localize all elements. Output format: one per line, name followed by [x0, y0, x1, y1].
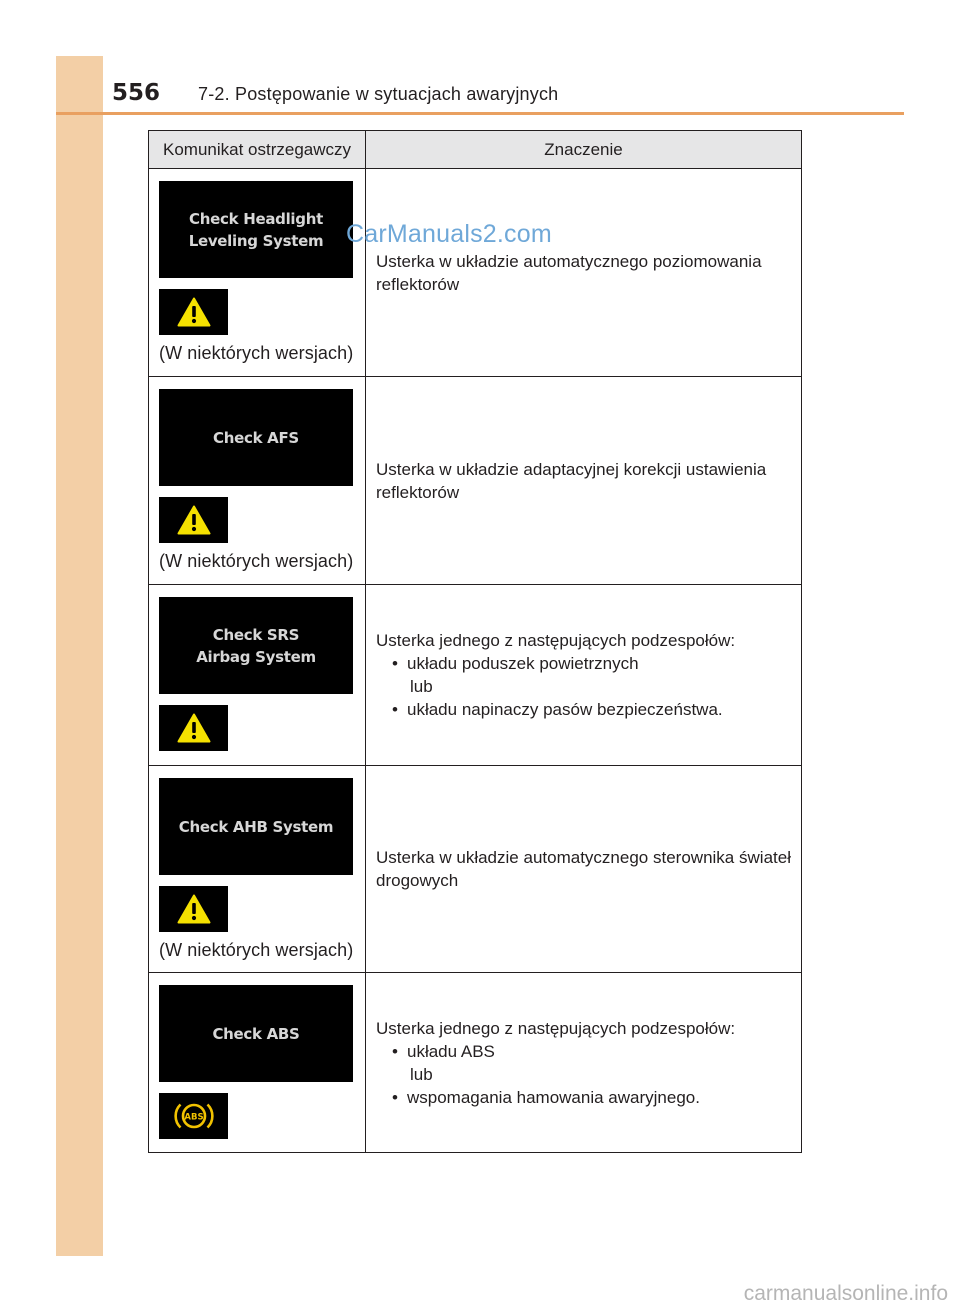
- message-cell: [149, 585, 366, 766]
- message-cell: [149, 169, 366, 377]
- message-cell: [149, 766, 366, 973]
- table-row: [149, 973, 802, 1153]
- column-header-message: Komunikat ostrzegawczy: [149, 131, 366, 169]
- table-header-row: [149, 131, 802, 169]
- component-list: [376, 1086, 791, 1109]
- meaning-intro: Usterka jednego z następujących podzespołów:: [376, 1018, 736, 1038]
- table-row: [149, 585, 802, 766]
- or-label: lub: [410, 677, 433, 696]
- watermark-bottom[interactable]: carmanualsonline.info: [743, 1282, 948, 1305]
- meaning-cell: [366, 377, 802, 585]
- meaning-intro: Usterka jednego z następujących podzespołów:: [376, 631, 736, 650]
- list-item: • układu ABS: [392, 1040, 791, 1063]
- header-rule: [56, 112, 904, 115]
- warning-display: Check Headlight Leveling System: [159, 181, 353, 278]
- page-header: [112, 80, 558, 112]
- warning-display: Check AFS: [159, 389, 353, 486]
- message-cell: [149, 973, 366, 1153]
- warning-triangle-icon: [159, 886, 228, 932]
- column-header-meaning: Znaczenie: [366, 131, 802, 169]
- component-list: [376, 698, 791, 721]
- component-list: [376, 1040, 791, 1063]
- meaning-text: Usterka w układzie adaptacyjnej korekcji ustawienia reflektorów: [376, 459, 767, 502]
- watermark-top[interactable]: CarManuals2.com: [346, 220, 552, 248]
- component-list: [376, 652, 791, 675]
- version-note: (W niektórych wersjach): [159, 940, 354, 960]
- warning-triangle-icon: [159, 705, 228, 751]
- warning-display: Check ABS: [159, 985, 353, 1082]
- or-label: lub: [410, 1064, 433, 1084]
- version-note: (W niektórych wersjach): [159, 343, 354, 363]
- meaning-cell: [366, 973, 802, 1153]
- meaning-cell: [366, 585, 802, 766]
- list-item: • układu poduszek powietrznych: [392, 652, 791, 675]
- warning-display: Check SRS Airbag System: [159, 597, 353, 694]
- meaning-cell: [366, 766, 802, 973]
- list-item: • układu napinaczy pasów bezpieczeństwa.: [392, 698, 791, 721]
- table-row: [149, 169, 802, 377]
- version-note: (W niektórych wersjach): [159, 551, 354, 571]
- meaning-text: [366, 1017, 801, 1109]
- message-cell: [149, 377, 366, 585]
- meaning-text: Usterka w układzie automatycznego poziomowania reflektorów: [376, 251, 762, 294]
- meaning-text: [366, 629, 801, 721]
- section-title: 7-2. Postępowanie w sytuacjach awaryjnych: [198, 84, 559, 104]
- meaning-cell: [366, 169, 802, 377]
- table-row: [149, 377, 802, 585]
- meaning-text: Usterka w układzie automatycznego sterownika świateł drogowych: [376, 848, 791, 890]
- warning-triangle-icon: [159, 497, 228, 543]
- side-band: [56, 56, 103, 1256]
- table-row: [149, 766, 802, 973]
- list-item: • wspomagania hamowania awaryjnego.: [392, 1086, 791, 1109]
- warning-table: [148, 130, 802, 1153]
- page-number: 556: [112, 80, 161, 106]
- abs-icon: [159, 1093, 228, 1139]
- warning-triangle-icon: [159, 289, 228, 335]
- warning-display: Check AHB System: [159, 778, 353, 875]
- svg-text:ABS: ABS: [183, 1112, 204, 1123]
